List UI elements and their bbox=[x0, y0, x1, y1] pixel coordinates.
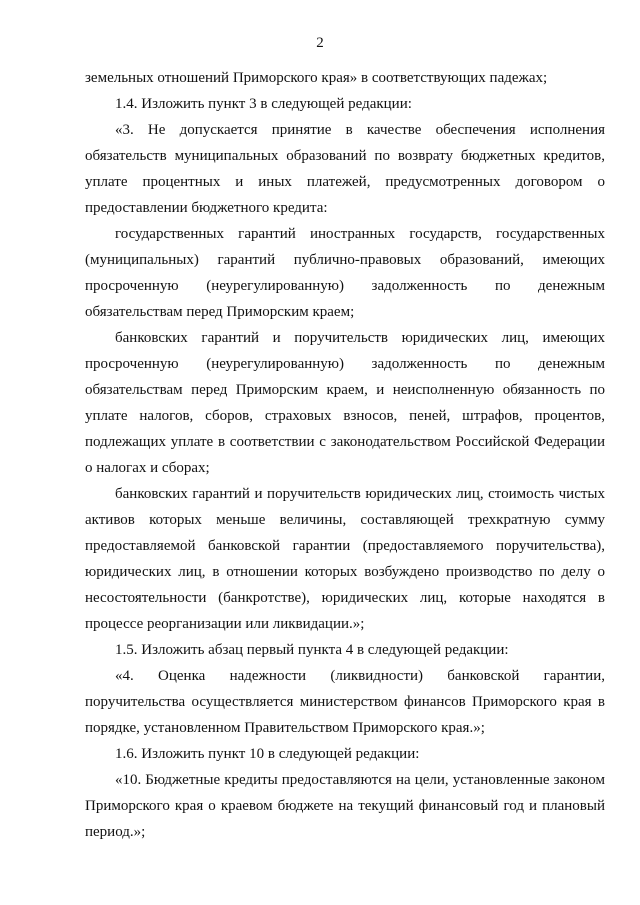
paragraph-state-guarantees: государственных гарантий иностранных государств, государственных (муниципальных) гарантий публично-правовых образований, имеющих просроченную (неурегулированную) задолженность по денежным обязательствам перед Приморским краем; bbox=[85, 226, 605, 320]
document-body bbox=[85, 65, 605, 845]
paragraph-point-10: «10. Бюджетные кредиты предоставляются на цели, установленные законом Приморского края о краевом бюджете на текущий финансовый год и плановый период.»; bbox=[85, 772, 605, 840]
paragraph-item-1-6: 1.6. Изложить пункт 10 в следующей редакции: bbox=[115, 746, 420, 762]
paragraph-point-3: «3. Не допускается принятие в качестве обеспечения исполнения обязательств муниципальных образований по возврату бюджетных кредитов, уплате процентных и иных платежей, предусмотренных договором о предоставлении бюджетного кредита: bbox=[85, 122, 605, 216]
paragraph-item-1-5: 1.5. Изложить абзац первый пункта 4 в следующей редакции: bbox=[115, 642, 509, 658]
paragraph-point-4: «4. Оценка надежности (ликвидности) банковской гарантии, поручительства осуществляется министерством финансов Приморского края в порядке, установленном Правительством Приморского края.»; bbox=[85, 668, 605, 736]
paragraph-bank-guarantees-assets: банковских гарантий и поручительств юридических лиц, стоимость чистых активов которых меньше величины, составляющей трехкратную сумму предоставляемой банковской гарантии (предоставляемого поручительства), юридических лиц, в отношении которых возбуждено производство по делу о несостоятельности (банкротстве), юридических лиц, которые находятся в процессе реорганизации или ликвидации.»; bbox=[85, 486, 605, 632]
paragraph-bank-guarantees-debt: банковских гарантий и поручительств юридических лиц, имеющих просроченную (неурегулированную) задолженность по денежным обязательствам перед Приморским краем, и неисполненную обязанность по уплате налогов, сборов, страховых взносов, пеней, штрафов, процентов, подлежащих уплате в соответствии с законодательством Российской Федерации о налогах и сборах; bbox=[85, 330, 605, 476]
page-number: 2 bbox=[316, 35, 324, 51]
paragraph-continuation: земельных отношений Приморского края» в соответствующих падежах; bbox=[85, 70, 548, 86]
paragraph-item-1-4: 1.4. Изложить пункт 3 в следующей редакции: bbox=[115, 96, 412, 112]
